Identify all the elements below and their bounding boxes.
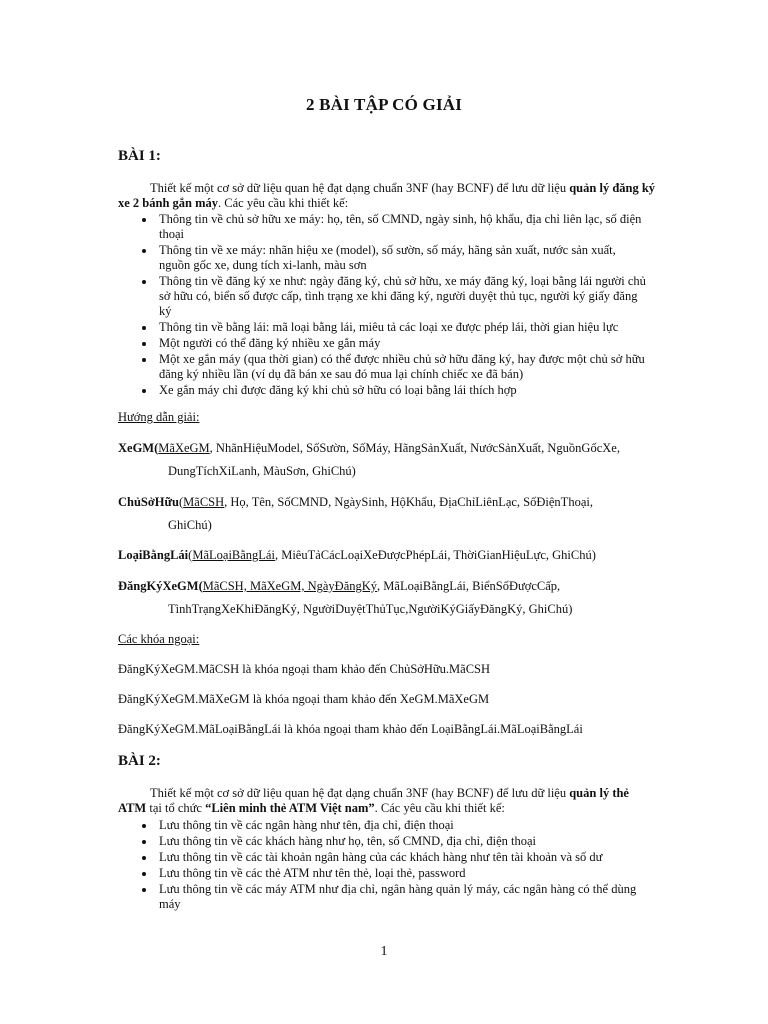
exercise-1-intro-tail: . Các yêu cầu khi thiết kế:	[218, 196, 349, 210]
foreign-keys-label: Các khóa ngoại:	[118, 632, 200, 646]
schema-attributes-cont: GhiChú)	[168, 518, 212, 532]
foreign-key-item: ĐăngKýXeGM.MãLoạiBằngLái là khóa ngoại tham khảo đến LoạiBằngLái.MãLoạiBằngLái	[118, 722, 583, 736]
page-number: 1	[380, 944, 388, 959]
schema-paren: (	[178, 495, 184, 509]
list-item: Thông tin về xe máy: nhãn hiệu xe (model), số sườn, số máy, hãng sản xuất, nước sản xuất, nguồn gốc xe, dung tích xi-lanh, màu sơn	[118, 243, 648, 273]
schema-paren: (	[188, 548, 193, 562]
guide-label: Hướng dẫn giải:	[118, 410, 200, 424]
exercise-2-intro-org: “Liên minh thẻ ATM Việt nam”	[205, 801, 375, 815]
list-item: Lưu thông tin về các máy ATM như địa chỉ, ngân hàng quản lý máy, các ngân hàng có thể dùng máy	[118, 882, 648, 912]
schema-attributes-cont: TìnhTrạngXeKhiĐăngKý, NgườiDuyệtThủTục,NgườiKýGiấyĐăngKý, GhiChú)	[168, 602, 573, 616]
schema-paren: (	[154, 441, 159, 455]
schema-dangkyxegm	[118, 575, 658, 621]
exercise-2-intro-bold: quản lý thẻ ATM	[118, 786, 629, 815]
list-item: Thông tin về bằng lái: mã loại bằng lái, miêu tả các loại xe được phép lái, thời gian hiệu lực	[118, 320, 648, 335]
page-title: 2 BÀI TẬP CÓ GIẢI	[305, 95, 463, 114]
schema-table-name: ChủSởHữu	[118, 495, 179, 509]
list-item: Lưu thông tin về các khách hàng như họ, tên, số CMND, địa chỉ, điện thoại	[118, 834, 648, 849]
exercise-1-intro	[118, 181, 658, 211]
exercise-2-intro-tail: . Các yêu cầu khi thiết kế:	[374, 801, 505, 815]
schema-table-name: XeGM	[118, 441, 155, 455]
schema-primary-key: MãXeGM	[158, 441, 210, 455]
list-item: Thông tin về đăng ký xe như: ngày đăng ký, chủ sở hữu, xe máy đăng ký, loại bằng lái người chủ sở hữu có, biển số được cấp, tình trạng xe khi đăng ký, người duyệt thủ tục, người ký giấy đăng ký	[118, 274, 648, 319]
schema-paren: (	[198, 579, 203, 593]
exercise-1-requirements	[118, 212, 648, 399]
schema-attributes: , MãLoạiBằngLái, BiểnSốĐượcCấp,	[377, 579, 561, 593]
schema-chusohuu	[118, 491, 658, 537]
exercise-2-intro-text: Thiết kế một cơ sở dữ liệu quan hệ đạt dạng chuẩn 3NF (hay BCNF) để lưu dữ liệu	[150, 786, 570, 800]
schema-primary-key: MãCSH	[183, 495, 225, 509]
schema-xegm	[118, 437, 658, 483]
schema-attributes: , NhãnHiệuModel, SốSườn, SốMáy, HãngSảnXuất, NướcSảnXuất, NguồnGốcXe,	[209, 441, 620, 455]
exercise-2-intro-mid: tại tổ chức	[146, 801, 206, 815]
schema-primary-key: MãCSH, MãXeGM, NgàyĐăngKý	[202, 579, 378, 593]
list-item: Xe gắn máy chỉ được đăng ký khi chủ sở hữu có loại bằng lái thích hợp	[118, 383, 648, 398]
schema-attributes: , Họ, Tên, SốCMND, NgàySinh, HộKhẩu, ĐịaChỉLiênLạc, SốĐiệnThoại,	[224, 495, 593, 509]
schema-primary-key: MãLoạiBằngLái	[192, 548, 275, 562]
list-item: Một người có thể đăng ký nhiều xe gắn máy	[118, 336, 648, 351]
list-item: Một xe gắn máy (qua thời gian) có thể được nhiều chủ sở hữu đăng ký, hay được một chủ sở hữu đăng ký nhiều lần (ví dụ đã bán xe sau đó mua lại chính chiếc xe đã bán)	[118, 352, 648, 382]
list-item: Lưu thông tin về các tài khoản ngân hàng của các khách hàng như tên tài khoản và số dư	[118, 850, 648, 865]
exercise-1-intro-text: Thiết kế một cơ sở dữ liệu quan hệ đạt dạng chuẩn 3NF (hay BCNF) để lưu dữ liệu	[150, 181, 570, 195]
exercise-2-heading: BÀI 2:	[118, 753, 161, 769]
schema-table-name: ĐăngKýXeGM	[118, 579, 199, 593]
schema-loaibanglai	[118, 544, 658, 567]
schema-table-name: LoạiBằngLái	[118, 548, 189, 562]
schema-attributes-cont: DungTíchXiLanh, MàuSơn, GhiChú)	[168, 464, 356, 478]
list-item: Lưu thông tin về các thẻ ATM như tên thẻ, loại thẻ, password	[118, 866, 648, 881]
exercise-1-heading: BÀI 1:	[118, 148, 161, 164]
list-item: Lưu thông tin về các ngân hàng như tên, địa chỉ, điện thoại	[118, 818, 648, 833]
exercise-2-intro	[118, 786, 658, 816]
exercise-1-intro-bold: quản lý đăng ký xe 2 bánh gắn máy	[118, 181, 656, 210]
exercise-2-requirements	[118, 818, 648, 913]
foreign-key-item: ĐăngKýXeGM.MãXeGM là khóa ngoại tham khảo đến XeGM.MãXeGM	[118, 692, 490, 706]
schema-attributes: , MiêuTảCácLoạiXeĐượcPhépLái, ThờiGianHiệuLực, GhiChú)	[274, 548, 596, 562]
list-item: Thông tin về chủ sở hữu xe máy: họ, tên, số CMND, ngày sinh, hộ khẩu, địa chỉ liên lạc, số điện thoại	[118, 212, 648, 242]
foreign-key-item: ĐăngKýXeGM.MãCSH là khóa ngoại tham khảo đến ChủSởHữu.MãCSH	[118, 662, 491, 676]
